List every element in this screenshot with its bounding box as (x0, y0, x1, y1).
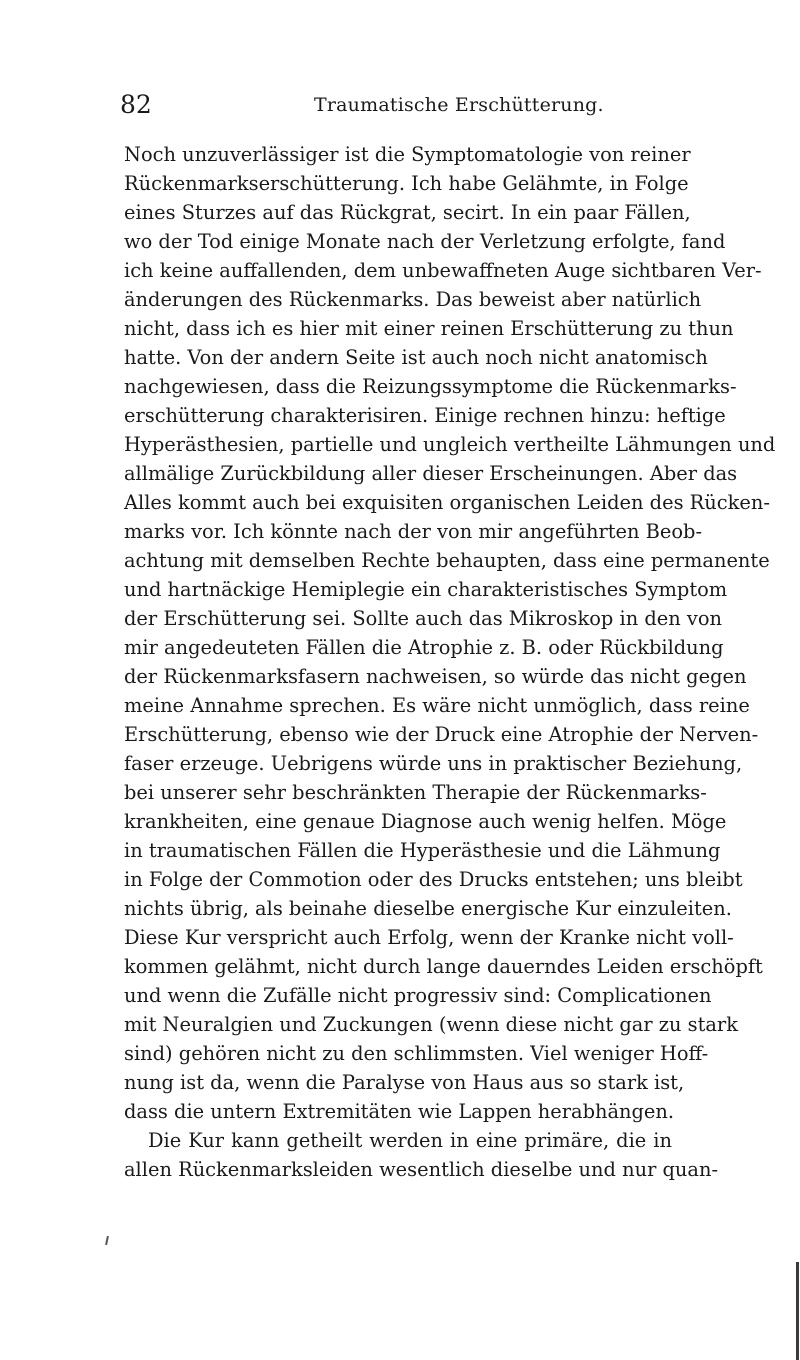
body-text (124, 140, 776, 1184)
text-line: eines Sturzes auf das Rückgrat, secirt. In ein paar Fällen, (124, 201, 691, 224)
text-line: Hyperästhesien, partielle und ungleich vertheilte Lähmungen und (124, 433, 776, 456)
text-line: wo der Tod einige Monate nach der Verletzung erfolgte, fand (124, 230, 726, 253)
text-line: Noch unzuverlässiger ist die Symptomatologie von reiner (124, 143, 691, 166)
text-line: marks vor. Ich könnte nach der von mir angeführten Beob- (124, 520, 703, 543)
text-line: der Rückenmarksfasern nachweisen, so würde das nicht gegen (124, 665, 747, 688)
text-line: erschütterung charakterisiren. Einige rechnen hinzu: heftige (124, 404, 726, 427)
text-line: achtung mit demselben Rechte behaupten, dass eine permanente (124, 549, 770, 572)
text-line: hatte. Von der andern Seite ist auch noch nicht anatomisch (124, 346, 708, 369)
text-line: kommen gelähmt, nicht durch lange dauerndes Leiden erschöpft (124, 955, 763, 978)
text-line: bei unserer sehr beschränkten Therapie der Rückenmarks- (124, 781, 707, 804)
text-line: nichts übrig, als beinahe dieselbe energische Kur einzuleiten. (124, 897, 732, 920)
text-line: allen Rückenmarksleiden wesentlich dieselbe und nur quan- (124, 1158, 719, 1181)
text-line: meine Annahme sprechen. Es wäre nicht unmöglich, dass reine (124, 694, 750, 717)
text-line: Erschütterung, ebenso wie der Druck eine Atrophie der Nerven- (124, 723, 759, 746)
text-line: der Erschütterung sei. Sollte auch das Mikroskop in den von (124, 607, 723, 630)
text-line: Rückenmarkserschütterung. Ich habe Gelähmte, in Folge (124, 172, 689, 195)
text-line: und wenn die Zufälle nicht progressiv sind: Complicationen (124, 984, 712, 1007)
text-line: Alles kommt auch bei exquisiten organischen Leiden des Rücken- (124, 491, 770, 514)
page-edge-shadow (796, 1262, 799, 1360)
ink-speck (105, 1236, 109, 1245)
text-line: in traumatischen Fällen die Hyperästhesie und die Lähmung (124, 839, 721, 862)
running-title: Traumatische Erschütterung. (314, 94, 604, 116)
text-line: änderungen des Rückenmarks. Das beweist aber natürlich (124, 288, 702, 311)
text-line: mir angedeuteten Fällen die Atrophie z. B. oder Rückbildung (124, 636, 724, 659)
paragraph-start-line: Die Kur kann getheilt werden in eine primäre, die in (148, 1129, 672, 1152)
text-line: nachgewiesen, dass die Reizungssymptome die Rückenmarks- (124, 375, 737, 398)
text-line: und hartnäckige Hemiplegie ein charakteristisches Symptom (124, 578, 728, 601)
text-line: Diese Kur verspricht auch Erfolg, wenn der Kranke nicht voll- (124, 926, 734, 949)
text-line: allmälige Zurückbildung aller dieser Erscheinungen. Aber das (124, 462, 738, 485)
text-line: in Folge der Commotion oder des Drucks entstehen; uns bleibt (124, 868, 743, 891)
text-line: krankheiten, eine genaue Diagnose auch wenig helfen. Möge (124, 810, 727, 833)
text-line: nicht, dass ich es hier mit einer reinen Erschütterung zu thun (124, 317, 734, 340)
text-line: nung ist da, wenn die Paralyse von Haus aus so stark ist, (124, 1071, 685, 1094)
text-line: mit Neuralgien und Zuckungen (wenn diese nicht gar zu stark (124, 1013, 738, 1036)
text-line: ich keine auffallenden, dem unbewaffneten Auge sichtbaren Ver- (124, 259, 762, 282)
text-line: sind) gehören nicht zu den schlimmsten. Viel weniger Hoff- (124, 1042, 709, 1065)
text-line: dass die untern Extremitäten wie Lappen herabhängen. (124, 1100, 675, 1123)
page-number: 82 (120, 90, 152, 119)
text-line: faser erzeuge. Uebrigens würde uns in praktischer Beziehung, (124, 752, 743, 775)
